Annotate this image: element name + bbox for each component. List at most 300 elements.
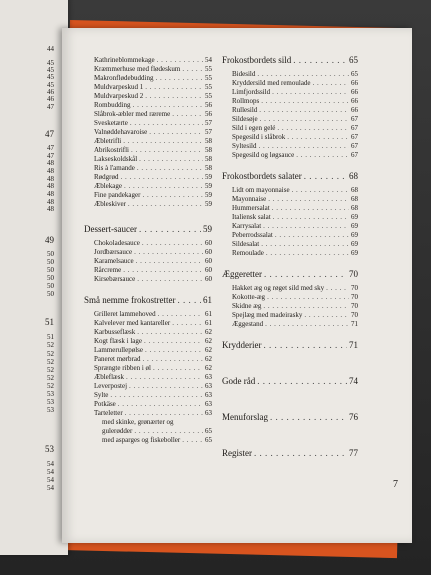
dot-leader [121,173,204,182]
toc-entry [222,302,358,311]
dot-leader [261,240,349,249]
dot-leader [126,373,203,382]
toc-section-heading [222,54,358,66]
toc-section-heading [222,375,358,387]
left-page-number: 51 [45,317,54,327]
page-ref: 63 [205,391,212,399]
left-page-number: 52 [47,382,54,390]
toc-entry [222,231,358,240]
page-ref: 62 [205,337,212,345]
left-page-number: 45 [47,59,54,67]
dot-leader [292,186,349,195]
dot-leader [272,88,349,97]
subentry-label-line: med skinke, grønærter og [102,418,174,426]
toc-entry [84,319,212,328]
toc-section-heading [222,339,358,351]
toc-entry [84,248,212,257]
toc-entry [84,409,212,418]
left-page-number: 44 [47,45,54,53]
dot-leader [257,375,347,387]
toc-entry [222,249,358,258]
page-ref: 70 [351,284,358,292]
toc-entry [222,204,358,213]
dot-leader [263,302,349,311]
dot-leader [137,275,203,284]
entry-label: Potkäse [94,400,116,408]
entry-label: Chokoladesauce [94,239,140,247]
dot-leader [142,191,203,200]
page-ref: 67 [351,142,358,150]
page-ref: 61 [205,310,212,318]
section-title: Gode råd [222,376,256,386]
page-ref: 57 [205,128,212,136]
entry-label: Kirsebærsauce [94,275,136,283]
dot-leader [259,142,349,151]
entry-label: Lammerullepølse [94,346,143,354]
entry-label: Kryddersild med remoulade [232,79,311,87]
page-ref: 55 [205,92,212,100]
toc-section-heading [84,223,212,235]
entry-label: Mayonnaise [232,195,267,203]
page-ref: 69 [351,240,358,248]
toc-entry [84,373,212,382]
left-page-number: 48 [47,175,54,183]
entry-label: Æbleflæsk [94,373,124,381]
page-ref: 58 [205,164,212,172]
entry-label: Skidne æg [232,302,262,310]
entry-label: Hummersalat [232,204,270,212]
page-ref: 63 [205,382,212,390]
left-page-number: 46 [47,88,54,96]
toc-entry [84,346,212,355]
entry-label: Leverpostej [94,382,128,390]
toc-section-heading [222,268,358,280]
entry-label: Lidt om mayonnaise [232,186,290,194]
page-ref: 60 [205,248,212,256]
entry-label: Spejlæg med madeirasky [232,311,303,319]
left-page-number: 52 [47,341,54,349]
dot-leader [129,382,203,391]
entry-label: Rollmops [232,97,260,105]
page-ref: 61 [205,319,212,327]
toc-entry [222,240,358,249]
entry-label: Kalvelever med kantareller [94,319,171,327]
toc-entry [84,65,212,74]
dot-leader [263,222,349,231]
toc-column-1 [84,56,212,445]
left-page-number: 49 [45,235,54,245]
dot-leader [128,200,203,209]
page-ref: 68 [349,171,358,181]
toc-entry [222,115,358,124]
entry-label: Bidesild [232,70,256,78]
toc-entry [84,275,212,284]
toc-entry [222,293,358,302]
left-page-number: 45 [47,66,54,74]
dot-leader [263,339,347,351]
section-title: Dessert-saucer [84,224,137,234]
entry-label: Karamelsauce [94,257,134,265]
page-ref: 56 [205,110,212,118]
toc-entry [98,436,212,445]
page-ref: 65 [349,55,358,65]
entry-label: Rullesild [232,106,258,114]
dot-leader [313,79,349,88]
page-ref: 69 [351,249,358,257]
page-ref: 59 [205,200,212,208]
toc-entry [84,128,212,137]
toc-entry [222,70,358,79]
dot-leader [275,231,349,240]
section-title: Frokostbordets sild [222,55,292,65]
page-ref: 59 [205,182,212,190]
toc-entry [84,391,212,400]
toc-entry [84,337,212,346]
entry-label: Kræmmerhuse med flødeskum [94,65,181,73]
toc-entry [222,284,358,293]
dot-leader [130,119,203,128]
page-ref: 70 [351,302,358,310]
dot-leader [264,268,347,280]
page-ref: 58 [205,146,212,154]
dot-leader [261,97,349,106]
toc-entry [222,79,358,88]
page-ref: 65 [351,70,358,78]
dot-leader [296,151,349,160]
dot-leader [172,319,203,328]
left-page-number: 53 [47,390,54,398]
page-ref: 71 [351,320,358,328]
page-ref: 59 [203,224,212,234]
entry-label: Lakseskoldskål [94,155,138,163]
page-ref: 62 [205,355,212,363]
dot-leader [123,137,203,146]
page-ref: 67 [351,115,358,123]
page-ref: 67 [351,124,358,132]
dot-leader [142,239,203,248]
dot-leader [139,223,201,235]
dot-leader [142,355,203,364]
dot-leader [153,364,203,373]
dot-leader [287,133,349,142]
page-ref: 60 [205,266,212,274]
section-title: Små nemme frokostretter [84,295,176,305]
dot-leader [265,320,349,329]
entry-label: Kokotte-æg [232,293,266,301]
entry-label: Muldvarpeskud 1 [94,83,144,91]
dot-leader [156,74,204,83]
toc-entry [84,382,212,391]
page-ref: 65 [205,436,212,444]
dot-leader [125,409,203,418]
entry-label: Makronflødebudding [94,74,154,82]
entry-label: Italiensk salat [232,213,271,221]
toc-entry [84,137,212,146]
dot-leader [124,182,203,191]
entry-label: med asparges og fiskeboller [102,436,181,444]
page-ref: 57 [205,119,212,127]
toc-entry [84,173,212,182]
dot-leader [157,56,203,65]
toc-entry [84,92,212,101]
toc-subentry [84,436,212,445]
left-page-number: 54 [47,468,54,476]
toc-entry [84,83,212,92]
page-ref: 76 [349,412,358,422]
left-page-number: 47 [47,144,54,152]
entry-label: Sild i egen gelé [232,124,276,132]
entry-label: Fine pandekager [94,191,141,199]
toc-entry [84,257,212,266]
page-ref: 65 [205,427,212,435]
toc-entry [222,133,358,142]
entry-label: Abrikostrifli [94,146,129,154]
entry-label: Sprængte ribben i øl [94,364,151,372]
section-title: Menuforslag [222,412,268,422]
entry-label: Kogt flæsk i lage [94,337,143,345]
entry-label: Muldvarpeskud 2 [94,92,144,100]
entry-label: Valnøddehavaroise [94,128,148,136]
page-ref: 69 [351,213,358,221]
left-page-number: 47 [47,103,54,111]
dot-leader [136,257,203,266]
toc-entry [84,74,212,83]
section-title: Krydderier [222,340,262,350]
dot-leader [137,164,203,173]
entry-label: Karbusseflæsk [94,328,136,336]
page-ref: 59 [205,191,212,199]
toc-entry [222,88,358,97]
page-ref: 56 [205,101,212,109]
left-page-number: 54 [47,460,54,468]
dot-leader [133,101,203,110]
section-title: Frokostbordets salater [222,171,302,181]
left-page-number: 50 [47,282,54,290]
dot-leader [293,54,347,66]
dot-leader [131,146,203,155]
dot-leader [254,447,347,459]
entry-label: Limfjordssild [232,88,271,96]
left-page-number: 50 [47,258,54,266]
page-ref: 70 [349,269,358,279]
dot-leader [267,293,349,302]
toc-entry [84,101,212,110]
left-page-number: 48 [47,159,54,167]
dot-leader [110,391,203,400]
page-ref: 70 [351,311,358,319]
toc-entry [84,119,212,128]
toc-entry [84,191,212,200]
dot-leader [123,266,203,275]
left-page-number: 53 [45,444,54,454]
toc-entry [84,110,212,119]
page-ref: 63 [205,409,212,417]
page-ref: 69 [351,231,358,239]
entry-label: Paneret mørbrad [94,355,141,363]
entry-label: Ris à l'amande [94,164,135,172]
entry-label: Tarteletter [94,409,123,417]
dot-leader [277,124,349,133]
toc-entry [222,106,358,115]
page-ref: 60 [205,257,212,265]
left-page-number: 52 [47,358,54,366]
dot-leader [182,65,203,74]
toc-entry [84,310,212,319]
left-page-number: 52 [47,374,54,382]
toc-entry [84,146,212,155]
entry-label: Kathrineblommekage [94,56,155,64]
left-page-number: 51 [47,333,54,341]
toc-entry [222,124,358,133]
toc-entry [222,142,358,151]
left-page-number: 52 [47,350,54,358]
entry-label: Hakket æg og røget sild med sky [232,284,325,292]
toc-entry [84,164,212,173]
entry-label: Æblekage [94,182,122,190]
left-page-number: 48 [47,167,54,175]
toc-entry [222,186,358,195]
entry-label: Æbletrifli [94,137,122,145]
page-ref: 58 [205,137,212,145]
page-ref: 67 [351,151,358,159]
dot-leader [145,83,203,92]
entry-label: Rødgrød [94,173,119,181]
page-ref: 71 [349,340,358,350]
toc-section-heading [222,411,358,423]
dot-leader [259,106,349,115]
dot-leader [134,248,203,257]
toc-entry [222,151,358,160]
toc-entry [222,311,358,320]
entry-label: Sildesalat [232,240,260,248]
left-page [0,0,68,555]
toc-column-2 [222,54,358,473]
page-ref: 68 [351,204,358,212]
dot-leader [144,337,203,346]
dot-leader [134,427,203,436]
toc-entry [222,320,358,329]
toc-entry [84,328,212,337]
page-ref: 77 [349,448,358,458]
toc-entry [84,364,212,373]
left-page-number: 48 [47,182,54,190]
entry-label: Karrysalat [232,222,262,230]
toc-entry [84,266,212,275]
dot-leader [172,110,203,119]
dot-leader [149,128,203,137]
left-page-number: 48 [47,205,54,213]
toc-entry [84,182,212,191]
toc-entry [84,155,212,164]
toc-entry [84,355,212,364]
entry-label: Æbleskiver [94,200,126,208]
dot-leader [118,400,203,409]
page-number: 7 [393,479,398,490]
page-ref: 66 [351,97,358,105]
entry-label: Rårcreme [94,266,122,274]
page-ref: 74 [349,376,358,386]
left-page-number: 54 [47,476,54,484]
left-page-number: 47 [47,152,54,160]
toc-entry [222,195,358,204]
entry-label: Spegesild i slåbrok [232,133,286,141]
dot-leader [158,310,203,319]
entry-label: Slåbrok-æbler med ræreme [94,110,171,118]
left-page-number: 53 [47,398,54,406]
entry-label: Æggestand [232,320,264,328]
page-ref: 62 [205,328,212,336]
entry-label: Sildesøje [232,115,258,123]
entry-label: Jordbærsauce [94,248,133,256]
toc-entry [84,239,212,248]
page-ref: 62 [205,364,212,372]
page-ref: 60 [205,275,212,283]
page-ref: 66 [351,106,358,114]
page-ref: 69 [351,222,358,230]
page-ref: 66 [351,79,358,87]
toc-entry [84,200,212,209]
entry-label: Remoulade [232,249,264,257]
left-page-number: 45 [47,73,54,81]
section-title: Register [222,448,252,458]
dot-leader [272,204,349,213]
dot-leader [257,70,349,79]
dot-leader [304,311,349,320]
dot-leader [177,294,201,306]
page-ref: 55 [205,65,212,73]
dot-leader [326,284,349,293]
entry-label: Spegesild og løgsauce [232,151,295,159]
toc-entry [222,222,358,231]
page-ref: 63 [205,400,212,408]
entry-label: Rombudding [94,101,131,109]
toc-entry [222,97,358,106]
page-ref: 62 [205,346,212,354]
page-ref: 66 [351,88,358,96]
left-page-number: 50 [47,250,54,258]
dot-leader [139,155,203,164]
page-ref: 59 [205,173,212,181]
toc-page [62,28,412,543]
entry-label: Sylte [94,391,109,399]
page-ref: 63 [205,373,212,381]
entry-label: Grilleret lammehoved [94,310,156,318]
page-ref: 70 [351,293,358,301]
entry-label: gulerødder [102,427,133,435]
left-page-number: 48 [47,190,54,198]
toc-entry [98,427,212,436]
left-page-number: 50 [47,274,54,282]
dot-leader [273,213,349,222]
toc-section-heading [222,447,358,459]
page-ref: 68 [351,195,358,203]
section-title: Æggeretter [222,269,262,279]
left-page-number: 47 [45,129,54,139]
dot-leader [145,346,203,355]
left-page-number: 52 [47,366,54,374]
dot-leader [266,249,349,258]
page-ref: 68 [351,186,358,194]
toc-subentry [84,418,212,436]
left-page-number: 50 [47,290,54,298]
dot-leader [145,92,203,101]
page-ref: 55 [205,74,212,82]
dot-leader [270,411,347,423]
toc-entry [84,56,212,65]
page-ref: 55 [205,83,212,91]
page-ref: 60 [205,239,212,247]
dot-leader [268,195,349,204]
